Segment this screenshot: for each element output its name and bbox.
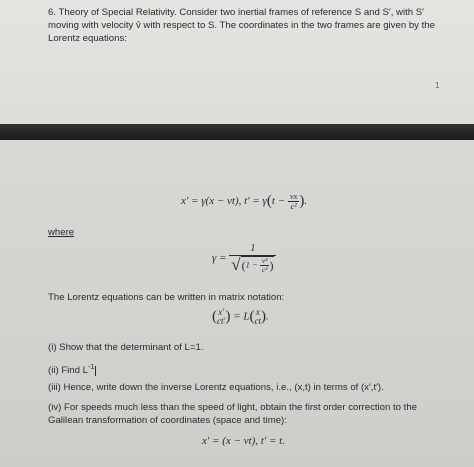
gamma-inner-one: 1 − (245, 259, 260, 270)
matrix-right-top: x (255, 307, 260, 317)
gamma-equation (212, 243, 276, 274)
galilean-equation: x′ = (x − vt), t′ = t. (202, 435, 285, 447)
question-iv-line-2: Galilean transformation of coordinates (space and time): (48, 415, 287, 426)
matrix-tail: . (266, 310, 269, 323)
matrix-intro: The Lorentz equations can be written in matrix notation: (48, 292, 285, 303)
matrix-left-bottom: ct′ (217, 316, 226, 326)
gamma-fraction (229, 243, 276, 274)
gamma-num: 1 (229, 243, 276, 256)
question-iv-line-1: (iv) For speeds much less than the speed of light, obtain the first order correction to the (48, 402, 418, 413)
question-ii (48, 362, 96, 377)
lorentz-frac-num: vx (289, 191, 298, 201)
question-ii-text: (ii) Find L (48, 365, 88, 377)
matrix-equation: ( x′ ct′ ) = L( x ct ). (212, 307, 269, 326)
text-cursor (95, 366, 96, 376)
question-i: (i) Show that the determinant of L=1. (48, 342, 204, 353)
lorentz-frac-den: c² (290, 201, 297, 211)
page-divider-bar (0, 124, 474, 140)
gamma-inner-num: v² (261, 256, 268, 265)
gamma-den: √(1 − $\frac{\text{v²}}{\text{c²}}$ ) (231, 255, 274, 274)
matrix-right-bottom: ct (254, 316, 262, 326)
intro-line-3: Lorentz equations: (48, 33, 127, 44)
lorentz-x-prime: x′ = γ(x − vt), (181, 195, 245, 208)
lorentz-fraction (288, 192, 300, 211)
page-number: 1 (435, 81, 440, 90)
lorentz-equation: x′ = γ(x − vt), t′ = γ(t − $\frac{vx}{\text{c²}}$ ). (181, 191, 308, 211)
lorentz-tail: . (304, 195, 308, 208)
where-label: where (48, 227, 75, 238)
matrix-mid: = L (230, 310, 250, 323)
intro-line-1: 6. Theory of Special Relativity. Consider two inertial frames of reference S and S′, with S′ (48, 7, 424, 18)
matrix-left-top: x′ (218, 307, 225, 317)
gamma-lhs: γ = (212, 252, 230, 265)
lorentz-t-prime: t′ = γ (244, 195, 267, 208)
intro-line-2: moving with velocity v̂ with respect to S. The coordinates in the two frames are given by the (48, 20, 435, 31)
question-iii: (iii) Hence, write down the inverse Lorentz equations, i.e., (x,t) in terms of (x′,t′). (48, 382, 384, 393)
gamma-inner-den: c² (261, 265, 268, 274)
question-ii-sup: -1 (87, 364, 95, 371)
gamma-inner-frac (260, 257, 270, 274)
lorentz-t-expr: t − (271, 195, 288, 208)
